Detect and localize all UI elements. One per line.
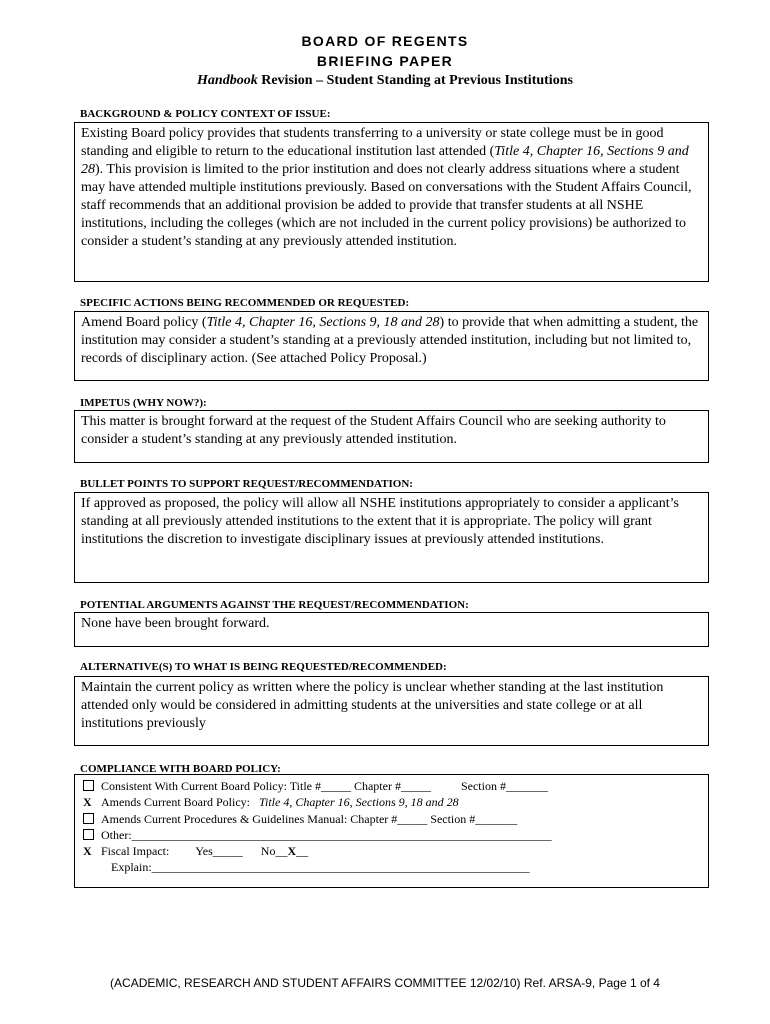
actions-label: SPECIFIC ACTIONS BEING RECOMMENDED OR REQUESTED:	[80, 297, 410, 309]
background-text-ref: Title 4, Chapter 16, Sections 9 and 28	[81, 144, 689, 177]
consistent-section: Section #_______	[460, 779, 548, 793]
background-text-b: ). This provision is limited to the prior institution and does not clearly address situations where a student may have attended multiple institutions previously. Based on conversations with the Student Affairs Council, staff recommends that an additional provision be added to provide that transfer students at all NSHE institutions, including the colleges (which are not included in the current policy provisions) be authorized to consider a student’s standing at any previously attended institution.	[81, 162, 692, 249]
checkbox-other[interactable]	[83, 829, 94, 840]
compliance-row-amends-procedures	[83, 812, 517, 826]
impetus-box	[74, 410, 709, 463]
compliance-label: COMPLIANCE WITH BOARD POLICY:	[80, 763, 281, 775]
arguments-box	[74, 612, 709, 647]
compliance-box	[74, 774, 709, 888]
amends-policy-ref: Title 4, Chapter 16, Sections 9, 18 and 28	[258, 795, 459, 809]
amends-policy-mark: X	[83, 795, 92, 809]
fiscal-no-mark: X	[287, 844, 297, 858]
arguments-label: POTENTIAL ARGUMENTS AGAINST THE REQUEST/RECOMMENDATION:	[80, 599, 469, 611]
actions-text	[81, 314, 702, 368]
amends-policy-text: Amends Current Board Policy:	[101, 795, 250, 809]
subtitle-italic: Handbook	[197, 73, 258, 88]
title-board-of-regents: BOARD OF REGENTS	[301, 33, 469, 49]
arguments-text: None have been brought forward.	[81, 616, 270, 631]
other-text: Other:______________________________________________________________________	[101, 828, 552, 842]
fiscal-no-prefix: No__	[260, 844, 288, 858]
compliance-row-fiscal	[83, 844, 308, 858]
compliance-row-other	[83, 828, 552, 842]
title-briefing-paper: BRIEFING PAPER	[316, 53, 454, 69]
amends-procedures-text: Amends Current Procedures & Guidelines Manual: Chapter #_____ Section #_______	[101, 812, 518, 826]
checkbox-amends-procedures[interactable]	[83, 813, 94, 824]
checkbox-consistent[interactable]	[83, 780, 94, 791]
background-text-a: Existing Board policy provides that students transferring to a university or state college must be in good standing and eligible to return to the educational institution last attended (	[81, 126, 664, 159]
subtitle-rest: Revision – Student Standing at Previous Institutions	[257, 73, 573, 88]
fiscal-text: Fiscal Impact:	[101, 844, 170, 858]
actions-text-b: ) to provide that when admitting a student, the institution may consider a student’s standing at a previously attended institution, including but not limited to, records of disciplinary action. (See attached Policy Proposal.)	[81, 315, 699, 366]
background-label: BACKGROUND & POLICY CONTEXT OF ISSUE:	[80, 108, 331, 120]
fiscal-no-suffix: __	[296, 844, 309, 858]
fiscal-yes: Yes_____	[195, 844, 243, 858]
background-box	[74, 122, 709, 282]
document-subtitle	[0, 73, 770, 89]
fiscal-mark: X	[83, 844, 92, 858]
explain-text: Explain:_______________________________________________________________	[111, 860, 530, 874]
alternatives-label: ALTERNATIVE(S) TO WHAT IS BEING REQUESTED/RECOMMENDED:	[80, 661, 447, 673]
consistent-text: Consistent With Current Board Policy: Title #_____ Chapter #_____	[101, 779, 431, 793]
actions-box	[74, 311, 709, 381]
bullets-label: BULLET POINTS TO SUPPORT REQUEST/RECOMMENDATION:	[80, 478, 413, 490]
alternatives-text: Maintain the current policy as written where the policy is unclear whether standing at the last institution attended only would be considered in admitting students at the universities and state college or at all institutions previously	[81, 680, 664, 731]
compliance-row-amends-policy	[83, 795, 459, 809]
bullets-text: If approved as proposed, the policy will allow all NSHE institutions appropriately to consider a applicant’s standing at all previously attended institutions to the extent that it is appropriate. The policy will grant institutions the discretion to investigate disciplinary issues at previously attended institutions.	[81, 496, 679, 547]
impetus-text: This matter is brought forward at the request of the Student Affairs Council who are seeking authority to consider a student’s standing at any previously attended institution.	[81, 414, 666, 447]
alternatives-box	[74, 676, 709, 746]
actions-text-ref: Title 4, Chapter 16, Sections 9, 18 and 28	[206, 315, 440, 330]
compliance-row-consistent	[83, 779, 548, 793]
compliance-row-explain	[111, 860, 530, 874]
background-text	[81, 125, 702, 251]
impetus-label: IMPETUS (WHY NOW?):	[80, 397, 207, 409]
bullets-box	[74, 492, 709, 583]
page-footer: (ACADEMIC, RESEARCH AND STUDENT AFFAIRS COMMITTEE 12/02/10) Ref. ARSA-9, Page 1 of 4	[110, 976, 660, 990]
actions-text-a: Amend Board policy (	[81, 315, 207, 330]
